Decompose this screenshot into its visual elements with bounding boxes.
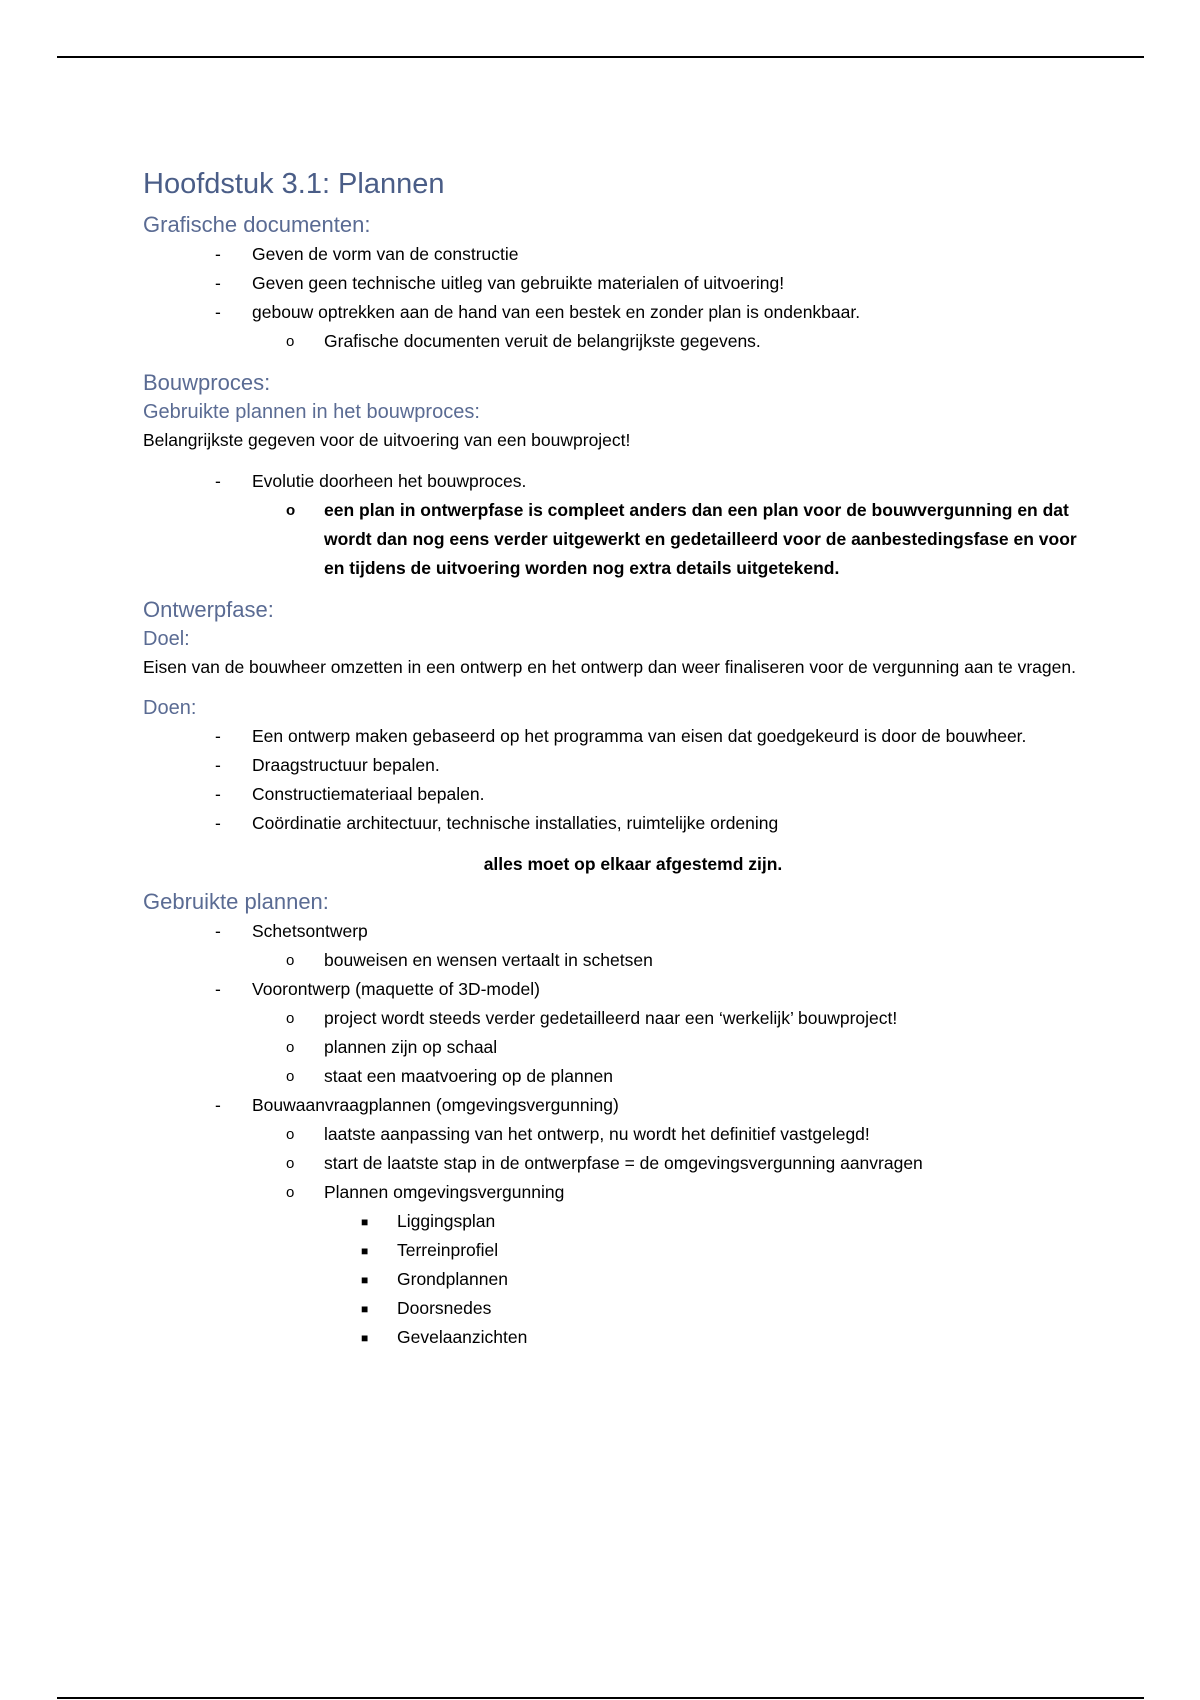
square-bullet: ■	[361, 1215, 369, 1229]
sub-list-item: o staat een maatvoering op de plannen	[143, 1062, 1083, 1091]
dash-bullet: -	[215, 979, 221, 999]
subheading-doen: Doen:	[143, 697, 197, 719]
circle-bullet: o	[286, 952, 295, 969]
sub-sub-list-item: ■ Doorsnedes	[143, 1294, 1083, 1323]
circle-bullet: o	[286, 1010, 295, 1027]
sub-sub-list-item: ■ Gevelaanzichten	[143, 1323, 1083, 1352]
sub-list-item: o Grafische documenten veruit de belangrijkste gegevens.	[143, 327, 1083, 356]
doen-list	[143, 722, 1083, 838]
circle-bullet: o	[286, 333, 295, 350]
subheading-doel: Doel:	[143, 628, 190, 650]
plannen-list	[143, 917, 1083, 1352]
dash-bullet: -	[215, 273, 221, 293]
list-item: - Geven de vorm van de constructie	[143, 240, 1083, 269]
dash-bullet: -	[215, 813, 221, 833]
heading-ontwerpfase: Ontwerpfase:	[143, 597, 274, 622]
footer-rule	[57, 1697, 1144, 1699]
subheading-gebruikte-plannen-bouwproces: Gebruikte plannen in het bouwproces:	[143, 401, 480, 423]
sub-sub-list-item: ■ Terreinprofiel	[143, 1236, 1083, 1265]
dash-bullet: -	[215, 784, 221, 804]
list-item: - Coördinatie architectuur, technische installaties, ruimtelijke ordening	[143, 809, 1083, 838]
list-item: - Schetsontwerp	[143, 917, 1083, 946]
list-item: - Een ontwerp maken gebaseerd op het programma van eisen dat goedgekeurd is door de bouwheer.	[143, 722, 1083, 751]
sub-sub-list-item: ■ Liggingsplan	[143, 1207, 1083, 1236]
dash-bullet: -	[215, 755, 221, 775]
list-item: - Constructiemateriaal bepalen.	[143, 780, 1083, 809]
sub-list-item: o start de laatste stap in de ontwerpfase = de omgevingsvergunning aanvragen	[143, 1149, 1083, 1178]
list-item: - gebouw optrekken aan de hand van een bestek en zonder plan is ondenkbaar.	[143, 298, 1083, 327]
circle-bullet: o	[286, 1126, 295, 1143]
heading-bouwproces: Bouwproces:	[143, 370, 271, 395]
emphasis-text: alles moet op elkaar afgestemd zijn.	[483, 854, 783, 874]
circle-bullet: o	[286, 1039, 295, 1056]
bouwproces-list	[143, 467, 1083, 583]
square-bullet: ■	[361, 1273, 369, 1287]
bouwproces-intro: Belangrijkste gegeven voor de uitvoering van een bouwproject!	[143, 430, 631, 450]
circle-bullet: o	[286, 1068, 295, 1085]
header-rule	[57, 56, 1144, 58]
list-item: - Draagstructuur bepalen.	[143, 751, 1083, 780]
sub-list-item: o laatste aanpassing van het ontwerp, nu wordt het definitief vastgelegd!	[143, 1120, 1083, 1149]
circle-bullet: o	[286, 1184, 295, 1201]
doel-text: Eisen van de bouwheer omzetten in een ontwerp en het ontwerp dan weer finaliseren voor de vergunning aan te vragen.	[143, 657, 1076, 677]
list-item: - Bouwaanvraagplannen (omgevingsvergunning)	[143, 1091, 1083, 1120]
circle-bullet: o	[286, 1155, 295, 1172]
sub-list-item: o bouweisen en wensen vertaalt in schetsen	[143, 946, 1083, 975]
sub-list-item: o een plan in ontwerpfase is compleet anders dan een plan voor de bouwvergunning en dat wordt dan nog eens verder uitgewerkt en gedetailleerd voor de aanbestedingsfase en voor en tijdens de uitvoering worden nog extra details uitgetekend.	[143, 496, 1083, 583]
document-body	[143, 166, 1083, 1352]
heading-grafische-documenten: Grafische documenten:	[143, 212, 371, 237]
dash-bullet: -	[215, 1095, 221, 1115]
square-bullet: ■	[361, 1244, 369, 1258]
grafische-list	[143, 240, 1083, 356]
dash-bullet: -	[215, 471, 221, 491]
circle-bullet: o	[286, 502, 296, 519]
square-bullet: ■	[361, 1302, 369, 1316]
list-item: - Evolutie doorheen het bouwproces.	[143, 467, 1083, 496]
page-title: Hoofdstuk 3.1: Plannen	[143, 168, 445, 200]
list-item: - Voorontwerp (maquette of 3D-model)	[143, 975, 1083, 1004]
sub-list-item: o plannen zijn op schaal	[143, 1033, 1083, 1062]
sub-sub-list-item: ■ Grondplannen	[143, 1265, 1083, 1294]
dash-bullet: -	[215, 244, 221, 264]
dash-bullet: -	[215, 726, 221, 746]
dash-bullet: -	[215, 302, 221, 322]
square-bullet: ■	[361, 1331, 369, 1345]
sub-list-item: o Plannen omgevingsvergunning	[143, 1178, 1083, 1207]
list-item: - Geven geen technische uitleg van gebruikte materialen of uitvoering!	[143, 269, 1083, 298]
heading-gebruikte-plannen: Gebruikte plannen:	[143, 889, 329, 914]
sub-list-item: o project wordt steeds verder gedetailleerd naar een ‘werkelijk’ bouwproject!	[143, 1004, 1083, 1033]
dash-bullet: -	[215, 921, 221, 941]
